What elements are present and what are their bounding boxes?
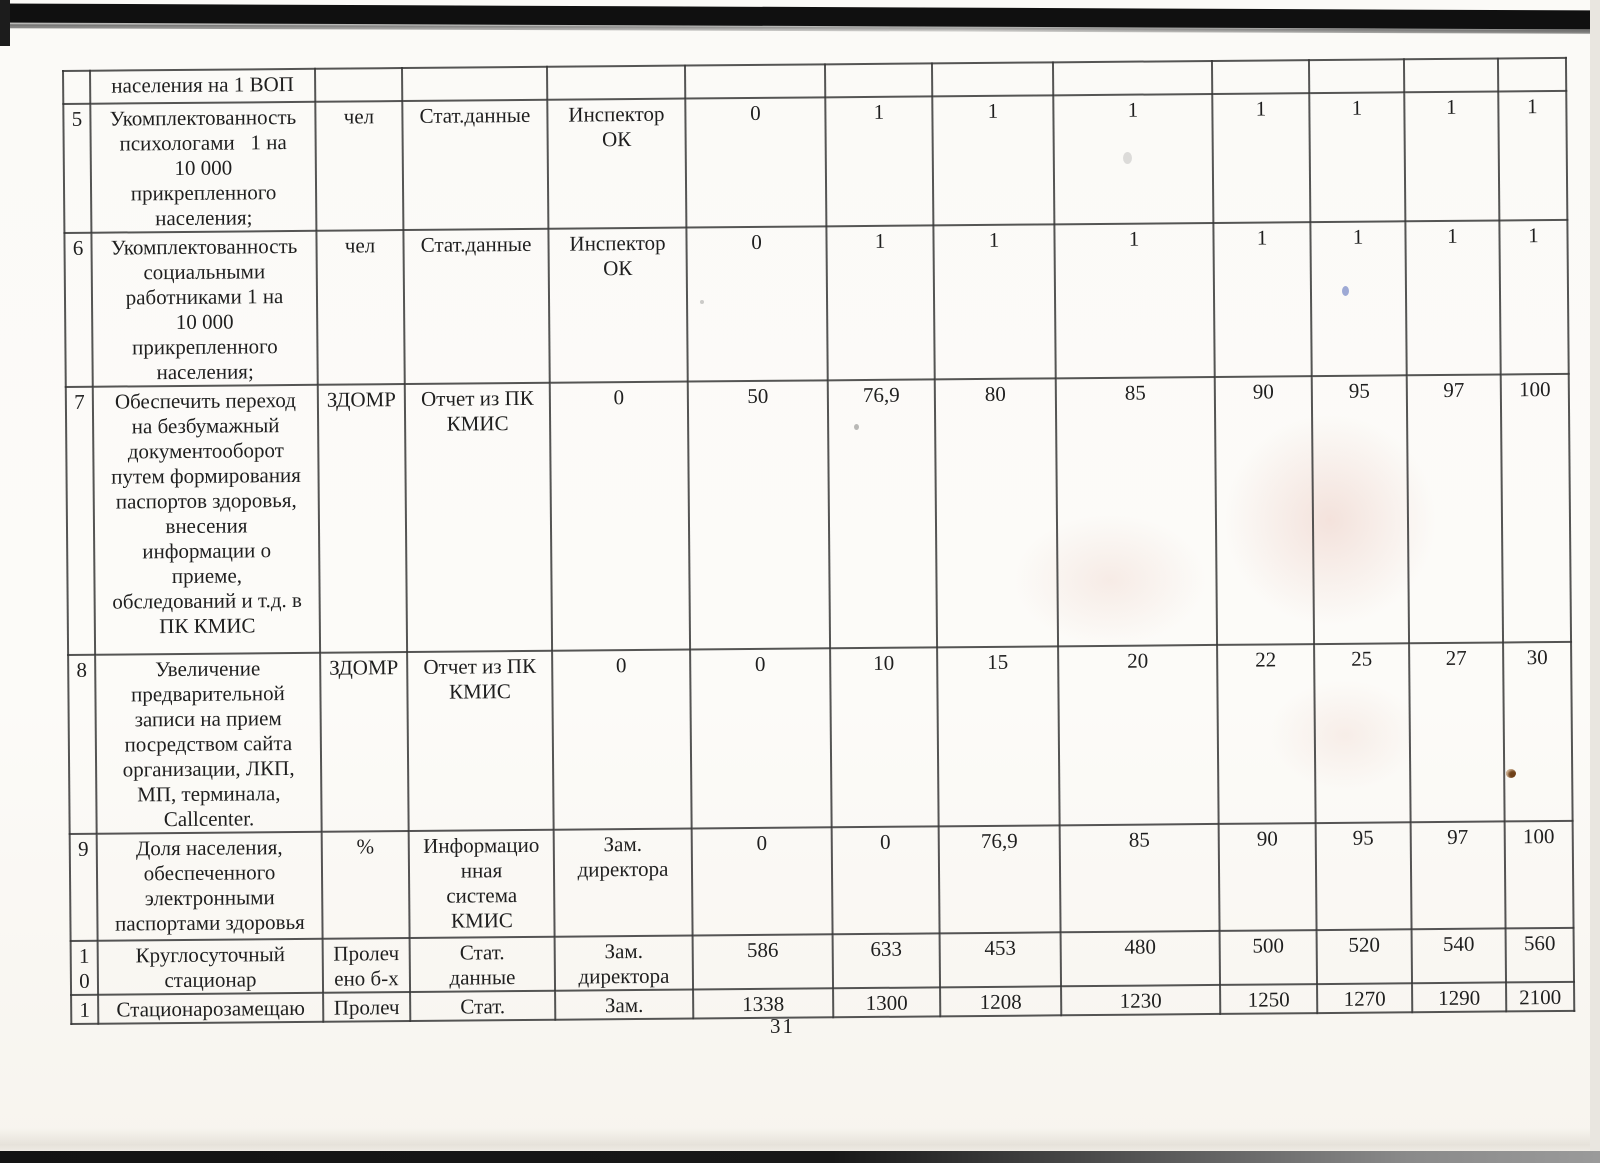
- value-cell: [1498, 58, 1566, 92]
- value-cell: 1: [1053, 94, 1213, 224]
- responsible-cell: 0: [552, 650, 692, 830]
- value-cell: 1: [1499, 220, 1568, 375]
- value-cell: 100: [1501, 374, 1571, 643]
- row-number: [63, 71, 90, 104]
- table-row: [70, 821, 1574, 941]
- value-cell: 95: [1316, 822, 1412, 930]
- value-cell: 95: [1312, 375, 1409, 644]
- value-cell: 1: [1404, 91, 1499, 221]
- source-cell: Стат.данные: [403, 229, 549, 384]
- value-cell: 560: [1506, 928, 1574, 983]
- unit-cell: ЗДОМР: [318, 384, 407, 653]
- responsible-cell: Инспектор ОК: [548, 228, 687, 383]
- value-cell: 453: [940, 932, 1061, 987]
- value-cell: 76,9: [828, 379, 937, 648]
- unit-cell: чел: [315, 101, 403, 231]
- value-cell: 1: [1054, 223, 1214, 378]
- value-cell: 20: [1058, 645, 1219, 825]
- value-cell: 50: [688, 380, 830, 649]
- source-cell: Отчет из ПК КМИС: [405, 383, 552, 652]
- value-cell: 520: [1317, 929, 1412, 984]
- value-cell: 1250: [1220, 984, 1317, 1014]
- value-cell: [1404, 58, 1498, 92]
- source-cell: Стат. данные: [410, 937, 555, 992]
- page-number: 31: [770, 1014, 795, 1038]
- table-row: [68, 642, 1573, 834]
- table-row: [66, 374, 1571, 655]
- responsible-cell: Зам. директора: [555, 936, 693, 991]
- value-cell: 80: [935, 378, 1058, 647]
- responsible-cell: 0: [550, 382, 690, 651]
- source-cell: Стат.: [410, 991, 555, 1021]
- value-cell: 30: [1503, 642, 1573, 822]
- value-cell: 1338: [693, 988, 833, 1018]
- value-cell: 540: [1412, 928, 1506, 983]
- table-row: [64, 220, 1568, 387]
- row-number: 7: [66, 387, 95, 655]
- responsible-cell: Зам. директора: [554, 829, 693, 937]
- unit-cell: %: [322, 831, 410, 939]
- value-cell: 1270: [1317, 983, 1412, 1013]
- value-cell: 1: [1310, 221, 1406, 376]
- indicator-name: Круглосуточный стационар: [98, 939, 323, 995]
- value-cell: 0: [832, 826, 940, 934]
- value-cell: 85: [1060, 824, 1220, 932]
- indicator-name: Укомплектованность социальными работниками 1 на 10 000 прикрепленного населения;: [91, 231, 317, 387]
- indicator-name: населения на 1 ВОП: [90, 69, 315, 104]
- value-cell: 10: [830, 647, 939, 827]
- source-cell: Стат.данные: [402, 100, 548, 230]
- value-cell: 85: [1056, 377, 1217, 646]
- value-cell: 0: [690, 648, 832, 828]
- value-cell: 76,9: [939, 825, 1061, 933]
- value-cell: 0: [685, 97, 826, 227]
- row-number: 6: [64, 233, 92, 387]
- value-cell: 1: [1498, 91, 1567, 221]
- value-cell: 633: [833, 933, 940, 988]
- value-cell: [825, 63, 932, 97]
- value-cell: 0: [692, 827, 833, 935]
- value-cell: 1: [1309, 92, 1405, 222]
- unit-cell: Пролеч ено б-х: [323, 938, 410, 993]
- value-cell: 90: [1219, 823, 1317, 931]
- value-cell: 97: [1407, 374, 1503, 643]
- unit-cell: чел: [316, 230, 404, 385]
- indicators-table-wrap: [62, 57, 1575, 1025]
- value-cell: [685, 64, 825, 98]
- value-cell: 15: [937, 646, 1060, 826]
- table-row: [63, 91, 1567, 233]
- row-number: 1 0: [71, 941, 98, 995]
- value-cell: 1290: [1412, 982, 1506, 1012]
- responsible-cell: Инспектор ОК: [547, 99, 686, 229]
- indicator-name: Обеспечить переход на безбумажный документооборот путем формирования паспортов здоровья, внесения информации о приеме, обследований и т.д. в ПК КМИС: [93, 385, 320, 655]
- indicator-name: Доля населения, обеспеченного электронными паспортами здоровья: [97, 832, 323, 941]
- row-number: 9: [70, 834, 98, 941]
- unit-cell: ЗДОМР: [320, 652, 409, 832]
- scan-bottom-shadow: [0, 1128, 1600, 1152]
- scan-edge-bottom-bar: [0, 1151, 1600, 1163]
- value-cell: [1309, 59, 1404, 93]
- value-cell: [1212, 60, 1309, 94]
- indicator-name: Увеличение предварительной записи на прием посредством сайта организации, ЛКП, МП, терминала, Callcenter.: [95, 653, 322, 834]
- value-cell: 0: [686, 226, 827, 381]
- indicator-name: Укомплектованность психологами 1 на 10 000 прикрепленного населения;: [90, 102, 316, 233]
- value-cell: 22: [1217, 644, 1316, 824]
- source-cell: [402, 67, 547, 101]
- value-cell: 1: [826, 225, 934, 380]
- value-cell: 1: [1213, 222, 1311, 377]
- value-cell: 1: [933, 224, 1055, 379]
- value-cell: 480: [1061, 931, 1220, 986]
- source-cell: Отчет из ПК КМИС: [407, 651, 554, 831]
- responsible-cell: Зам.: [555, 990, 693, 1020]
- unit-cell: Пролеч: [323, 992, 410, 1022]
- scan-corner-mark: [0, 0, 10, 46]
- row-number: 5: [63, 104, 91, 233]
- unit-cell: [315, 68, 402, 102]
- scan-right-edge: [1590, 0, 1600, 1163]
- value-cell: 1: [825, 96, 933, 226]
- value-cell: [932, 62, 1053, 96]
- row-number: 1: [71, 995, 98, 1024]
- value-cell: 586: [693, 934, 833, 989]
- value-cell: [1053, 61, 1212, 95]
- value-cell: 1: [1212, 93, 1310, 223]
- indicator-name: Стационарозамещаю: [98, 993, 323, 1024]
- responsible-cell: [547, 66, 685, 100]
- value-cell: 90: [1215, 376, 1314, 645]
- value-cell: 25: [1314, 643, 1411, 823]
- value-cell: 27: [1409, 642, 1505, 822]
- value-cell: 1230: [1061, 985, 1220, 1015]
- value-cell: 1208: [940, 986, 1061, 1016]
- value-cell: 2100: [1506, 982, 1574, 1012]
- value-cell: 1: [1405, 220, 1500, 375]
- indicators-table: [62, 57, 1575, 1025]
- source-cell: Информацио нная система КМИС: [409, 830, 555, 938]
- value-cell: 1: [932, 95, 1054, 225]
- value-cell: 1300: [833, 987, 940, 1017]
- value-cell: 100: [1505, 821, 1574, 929]
- row-number: 8: [68, 655, 97, 834]
- value-cell: 97: [1411, 821, 1506, 929]
- value-cell: 500: [1220, 930, 1317, 985]
